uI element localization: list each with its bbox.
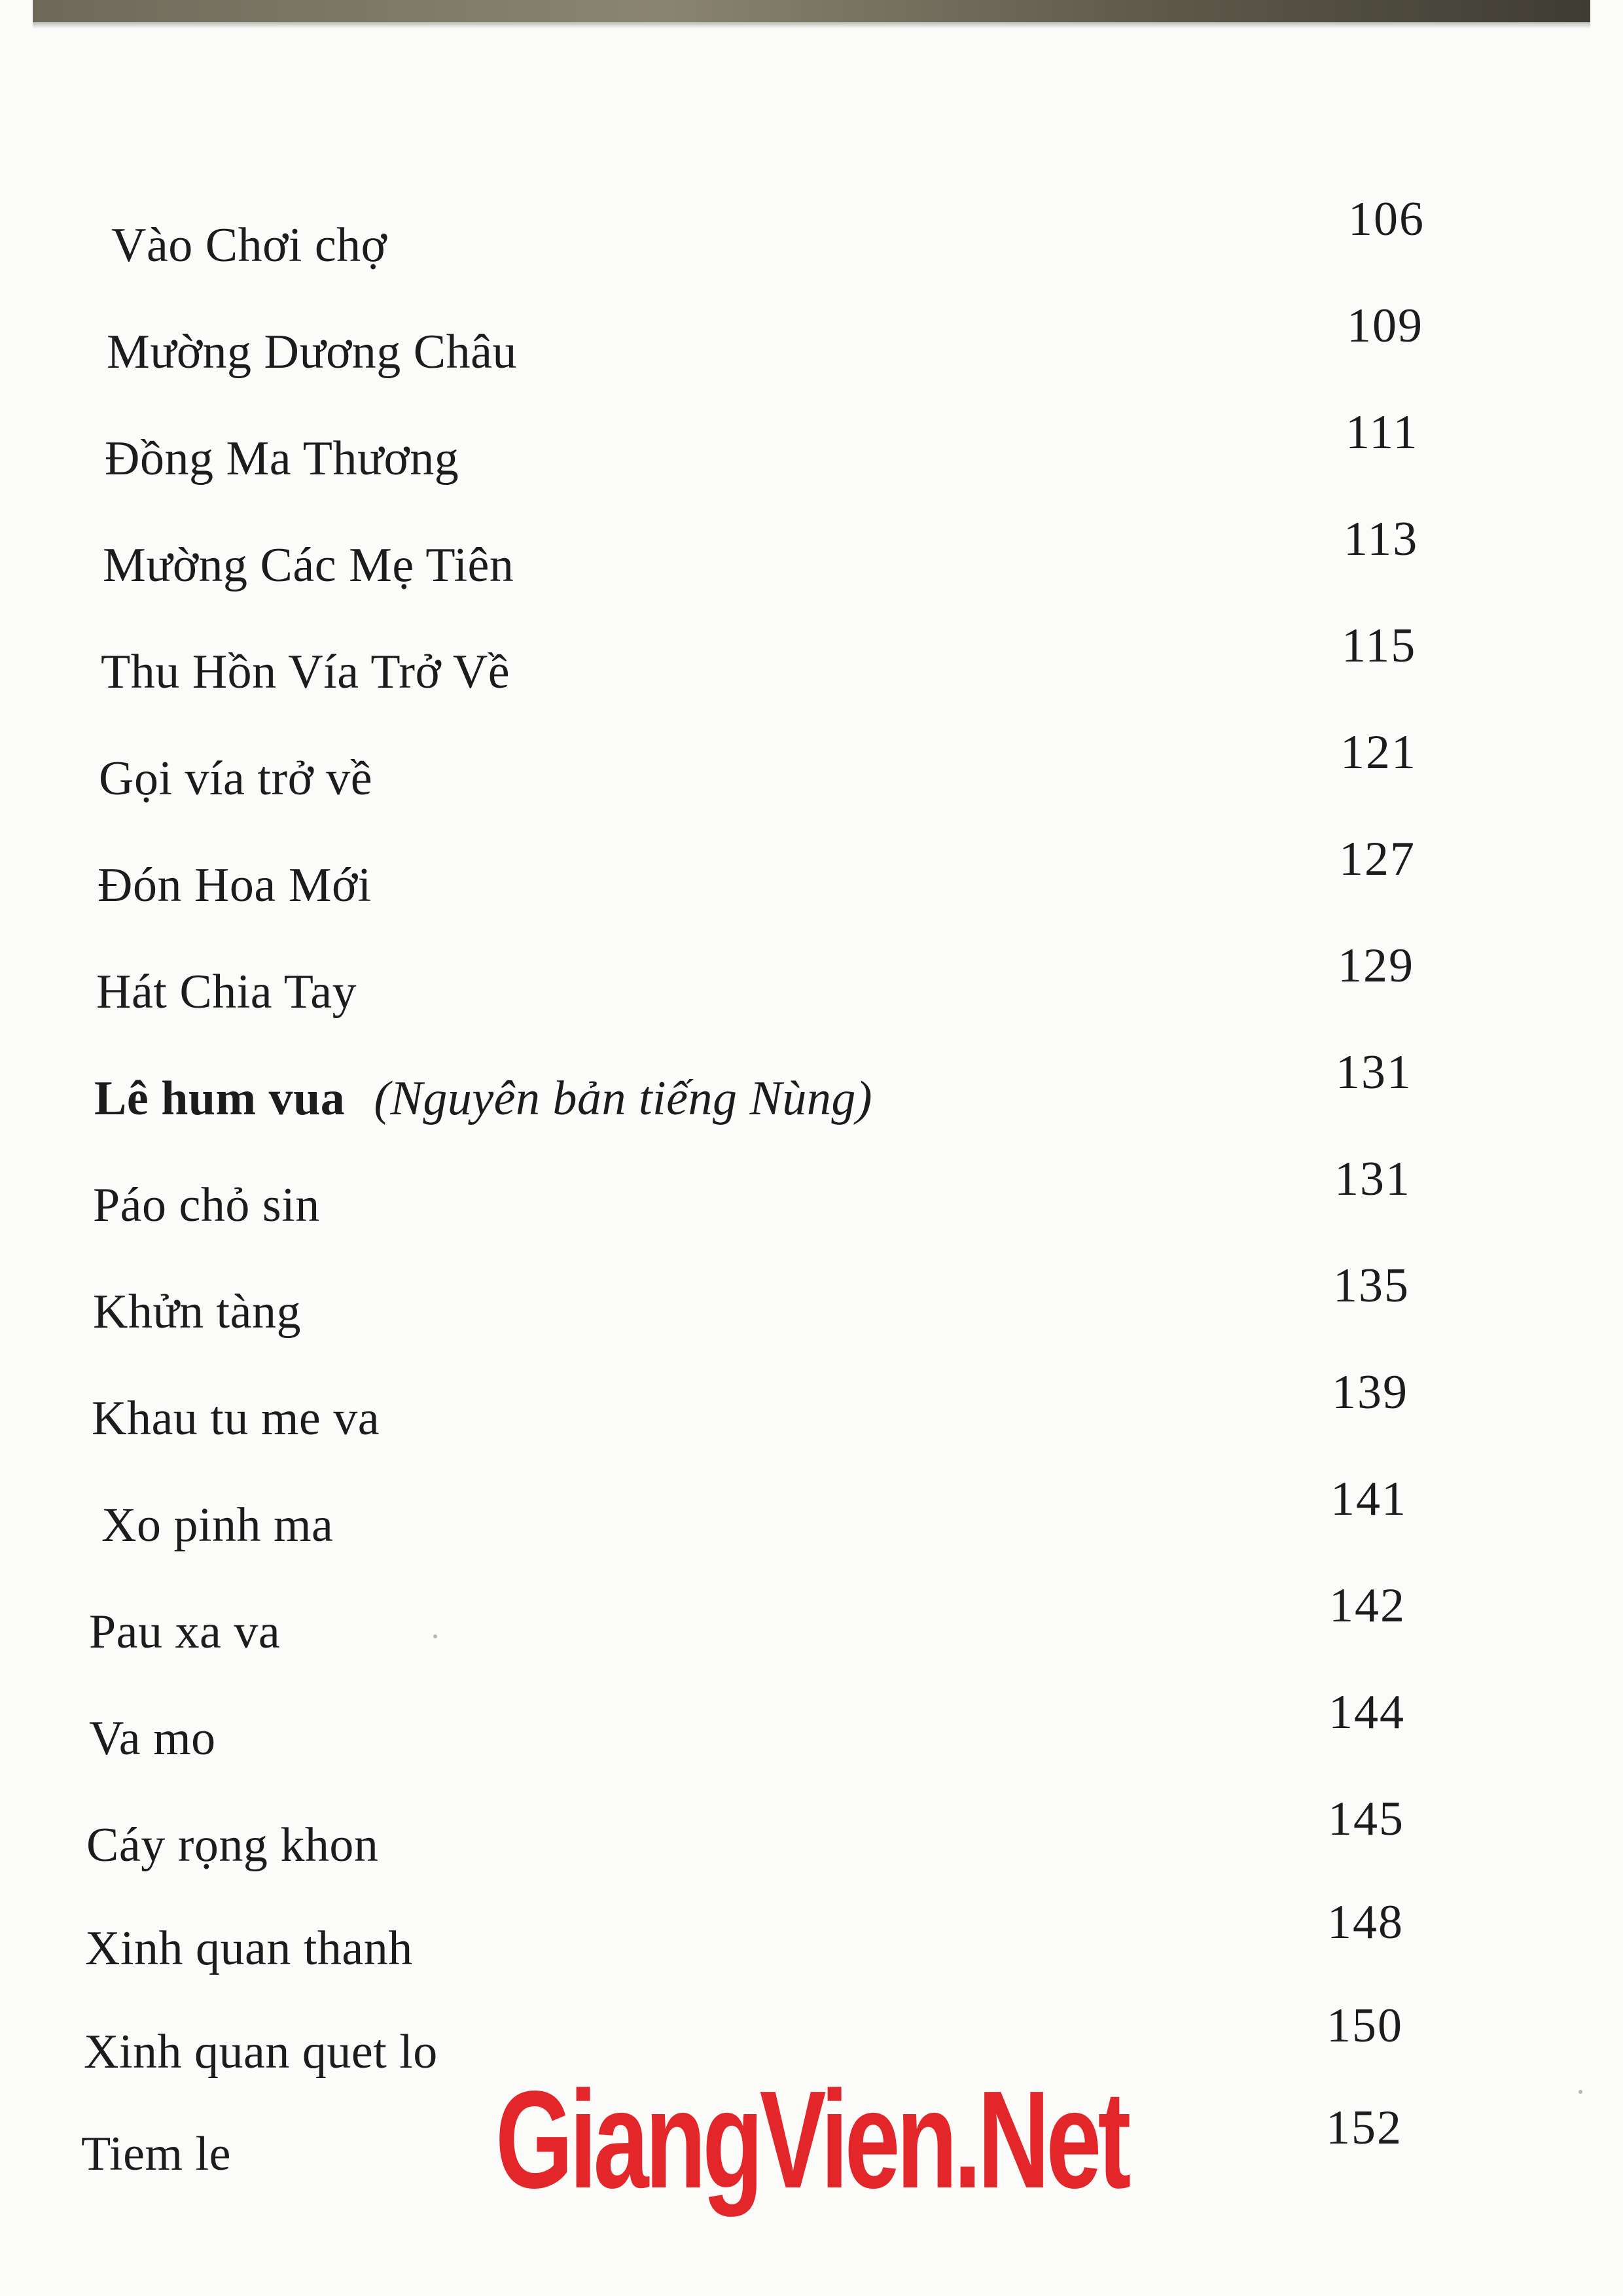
toc-entry-title: Khau tu me va — [92, 1392, 380, 1445]
toc-entry-page: 142 — [1329, 1579, 1406, 1633]
toc-entry — [0, 830, 1623, 928]
toc-entry-title-text: Lê hum vua — [94, 1072, 346, 1125]
toc-entry — [0, 1150, 1623, 1248]
toc-entry-title: Thu Hồn Vía Trở Về — [101, 645, 510, 699]
toc-entry — [0, 1043, 1623, 1141]
toc-entry-title: Páo chỏ sin — [93, 1178, 320, 1232]
paper-speck — [1578, 2090, 1582, 2094]
toc-entry-title: Pau xa va — [89, 1605, 281, 1659]
toc-entry-title: Xinh quan quet lo — [84, 2025, 438, 2079]
toc-entry-title: Gọi vía trở về — [99, 752, 373, 805]
toc-entry-page: 139 — [1332, 1366, 1408, 1419]
toc-entry-page: 127 — [1339, 832, 1416, 886]
toc-entry-page: 152 — [1326, 2101, 1402, 2155]
toc-entry — [0, 1683, 1623, 1781]
toc-entry-title: Đồng Ma Thương — [105, 432, 459, 486]
toc-entry-page: 109 — [1347, 299, 1423, 353]
toc-entry-title: Cáy rọng khon — [86, 1818, 379, 1872]
toc-entry — [0, 936, 1623, 1034]
toc-entry — [0, 1576, 1623, 1674]
toc-entry — [0, 510, 1623, 608]
toc-entry-note: (Nguyên bản tiếng Nùng) — [374, 1072, 872, 1125]
toc-entry-page: 111 — [1346, 406, 1419, 459]
toc-entry-page: 131 — [1336, 1046, 1412, 1099]
toc-entry — [0, 723, 1623, 821]
paper-speck — [433, 1634, 437, 1638]
toc-entry-title: Va mo — [89, 1712, 216, 1765]
toc-entry-title: Vào Chơi chợ — [111, 219, 387, 272]
toc-entry-title: Khửn tàng — [93, 1285, 301, 1339]
toc-entry-page: 150 — [1327, 1999, 1403, 2053]
toc-entry-title: Mường Dương Châu — [107, 325, 517, 379]
toc-entry-page: 131 — [1334, 1152, 1411, 1206]
toc-entry-title: Xo pinh ma — [101, 1498, 334, 1552]
toc-entry — [0, 190, 1623, 288]
toc-entry-title — [94, 1069, 872, 1128]
toc-entry-page: 115 — [1342, 619, 1417, 673]
toc-entry-page: 145 — [1328, 1792, 1404, 1846]
toc-entry-title: Tiem le — [81, 2127, 231, 2181]
toc-entry-page: 141 — [1330, 1472, 1407, 1526]
toc-entry — [0, 616, 1623, 715]
toc-entry — [0, 296, 1623, 395]
toc-entry-page: 113 — [1344, 512, 1419, 566]
toc-entry — [0, 1256, 1623, 1354]
toc-entry — [0, 1470, 1623, 1568]
toc-entry-title: Đón Hoa Mới — [98, 858, 372, 912]
toc-entry-page: 148 — [1327, 1896, 1404, 1949]
toc-entry-page: 144 — [1329, 1686, 1405, 1739]
toc-entry-page: 121 — [1340, 726, 1417, 779]
toc-entry-title: Hát Chia Tay — [96, 965, 357, 1019]
toc-entry-title: Mường Các Mẹ Tiên — [103, 539, 514, 592]
toc-entry-page: 129 — [1338, 939, 1414, 993]
toc-entry-title: Xinh quan thanh — [85, 1922, 413, 1975]
toc-entry — [0, 1893, 1623, 1991]
toc-entry-page: 106 — [1348, 192, 1425, 246]
toc-entry — [0, 403, 1623, 501]
toc-entry-page: 135 — [1333, 1259, 1410, 1313]
watermark-logo: GiangVien.Net — [495, 2062, 1128, 2217]
toc-entry — [0, 1790, 1623, 1888]
toc-entry — [0, 1363, 1623, 1461]
